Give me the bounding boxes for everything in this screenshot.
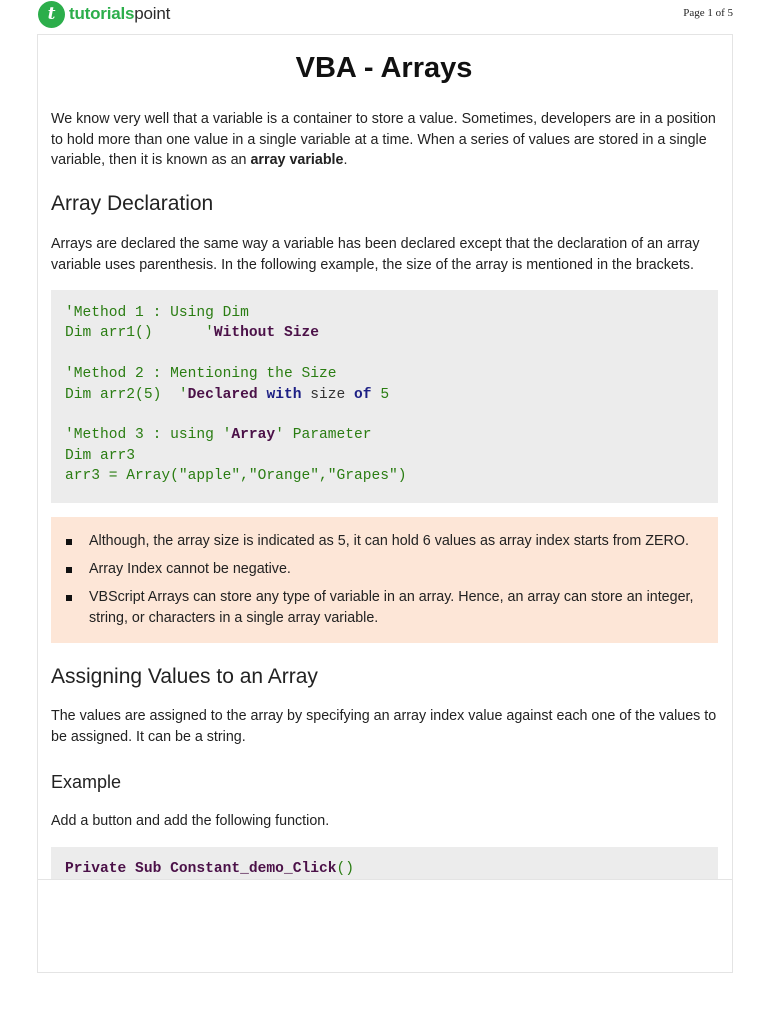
note-box (51, 517, 718, 643)
note-item: Although, the array size is indicated as 5, it can hold 6 values as array index starts from ZERO. (89, 531, 709, 552)
logo-text (69, 4, 170, 24)
content-card-bottom (37, 879, 733, 973)
code-line: 'Method 2 : Mentioning the Size (65, 366, 337, 383)
page-header (0, 0, 768, 34)
heading-array-declaration: Array Declaration (51, 192, 214, 215)
note-item: Array Index cannot be negative. (89, 559, 709, 580)
bullet-square-icon (66, 567, 72, 573)
logo-text-tutorials: tutorials (69, 4, 135, 23)
page-indicator: Page 1 of 5 (683, 7, 733, 19)
array-declaration-paragraph: Arrays are declared the same way a variable has been declared except that the declaration of an array variable uses parenthesis. In the following example, the size of the array is mentioned in the brackets. (51, 236, 700, 273)
note-item: VBScript Arrays can store any type of variable in an array. Hence, an array can store an integer, string, or characters in a single array variable. (89, 587, 709, 628)
code-line: Dim arr1() 'Without Size (65, 325, 319, 342)
intro-text-end: . (343, 152, 348, 168)
tutorialspoint-logo-icon (38, 1, 65, 28)
heading-assigning-values: Assigning Values to an Array (51, 665, 318, 688)
logo-mark-letter: t (47, 4, 56, 24)
intro-text: We know very well that a variable is a container to store a value. Sometimes, developers are in a position to hold more than one value in a single variable at a time. When a series of values are stored in a single variable, then it is known as an (51, 111, 716, 168)
example-paragraph: Add a button and add the following function. (51, 813, 330, 829)
intro-paragraph (51, 109, 721, 171)
code-line: Dim arr3 (65, 447, 136, 464)
code-line: Dim arr2(5) 'Declared with size of 5 (65, 386, 390, 403)
code-line: 'Method 3 : using 'Array' Parameter (65, 427, 372, 444)
code-block-example (51, 847, 718, 879)
logo-text-point: point (134, 4, 171, 23)
logo[interactable] (38, 1, 170, 27)
code-line: 'Method 1 : Using Dim (65, 305, 249, 321)
bullet-square-icon (66, 595, 72, 601)
bullet-square-icon (66, 539, 72, 545)
page-title: VBA - Arrays (295, 52, 473, 84)
assigning-values-paragraph: The values are assigned to the array by specifying an array index value against each one of the values to be assigned. It can be a string. (51, 708, 717, 745)
heading-example: Example (51, 772, 122, 792)
code-line: Private Sub Constant_demo_Click() (65, 861, 355, 877)
intro-bold-term: array variable (250, 152, 344, 168)
code-block-declaration (51, 290, 718, 503)
code-line: arr3 = Array("apple","Orange","Grapes") (65, 468, 407, 485)
